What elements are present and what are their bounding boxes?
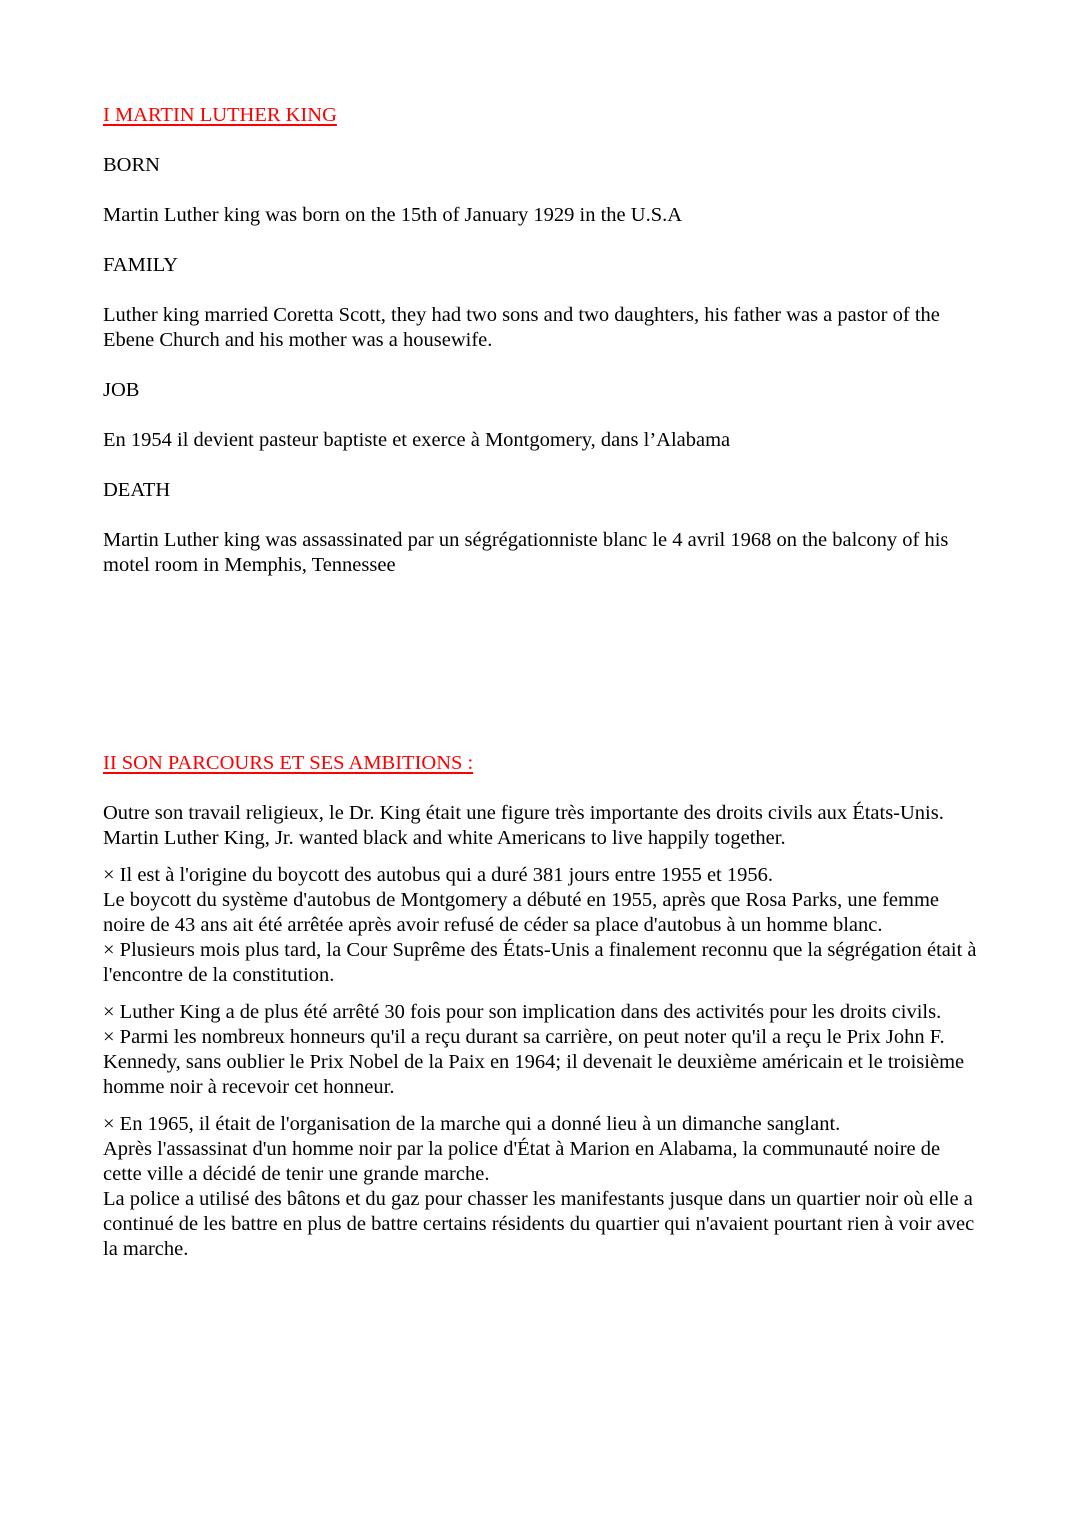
march-line-3: La police a utilisé des bâtons et du gaz pour chasser les manifestants jusque dans un quartier noir où elle a continué de les battre en plus de battre certains résidents du quartier qui n'avaient pourtant rien à voir avec la marche.	[103, 1188, 975, 1260]
section2-intro: Outre son travail religieux, le Dr. King était une figure très importante des droits civils aux États-Unis. Martin Luther King, Jr. wanted black and white Americans to live happily together.	[103, 802, 944, 849]
march-line-1: × En 1965, il était de l'organisation de la marche qui a donné lieu à un dimanche sanglant.	[103, 1113, 841, 1135]
paragraph-boycott	[103, 863, 983, 988]
family-label: FAMILY	[103, 254, 179, 276]
section2-body	[103, 801, 983, 1262]
born-text: Martin Luther king was born on the 15th of January 1929 in the U.S.A	[103, 204, 683, 226]
paragraph-march	[103, 1112, 983, 1262]
paragraph-honours	[103, 1000, 983, 1100]
job-label: JOB	[103, 379, 140, 401]
boycott-line-2: Le boycott du système d'autobus de Montgomery a débuté en 1955, après que Rosa Parks, une femme noire de 43 ans ait été arrêtée après avoir refusé de céder sa place d'autobus à un homme blanc.	[103, 889, 940, 936]
family-text: Luther king married Coretta Scott, they had two sons and two daughters, his father was a pastor of the Ebene Church and his mother was a housewife.	[103, 304, 940, 351]
section2-title: II SON PARCOURS ET SES AMBITIONS :	[103, 752, 474, 774]
job-text: En 1954 il devient pasteur baptiste et exerce à Montgomery, dans l’Alabama	[103, 429, 731, 451]
section1-title: I MARTIN LUTHER KING	[103, 104, 337, 126]
honours-line-1: × Luther King a de plus été arrêté 30 fois pour son implication dans des activités pour les droits civils.	[103, 1001, 942, 1023]
death-text: Martin Luther king was assassinated par un ségrégationniste blanc le 4 avril 1968 on the balcony of his motel room in Memphis, Tennessee	[103, 529, 949, 576]
death-label: DEATH	[103, 479, 171, 501]
document-page	[103, 103, 983, 1260]
honours-line-2: × Parmi les nombreux honneurs qu'il a reçu durant sa carrière, on peut noter qu'il a reçu le Prix John F. Kennedy, sans oublier le Prix Nobel de la Paix en 1964; il devenait le deuxième américain et le troisième homme noir à recevoir cet honneur.	[103, 1026, 965, 1098]
boycott-line-1: × Il est à l'origine du boycott des autobus qui a duré 381 jours entre 1955 et 1956.	[103, 864, 773, 886]
boycott-line-3: × Plusieurs mois plus tard, la Cour Suprême des États-Unis a finalement reconnu que la ségrégation était à l'encontre de la constitution.	[103, 939, 977, 986]
born-label: BORN	[103, 154, 160, 176]
march-line-2: Après l'assassinat d'un homme noir par la police d'État à Marion en Alabama, la communauté noire de cette ville a décidé de tenir une grande marche.	[103, 1138, 941, 1185]
